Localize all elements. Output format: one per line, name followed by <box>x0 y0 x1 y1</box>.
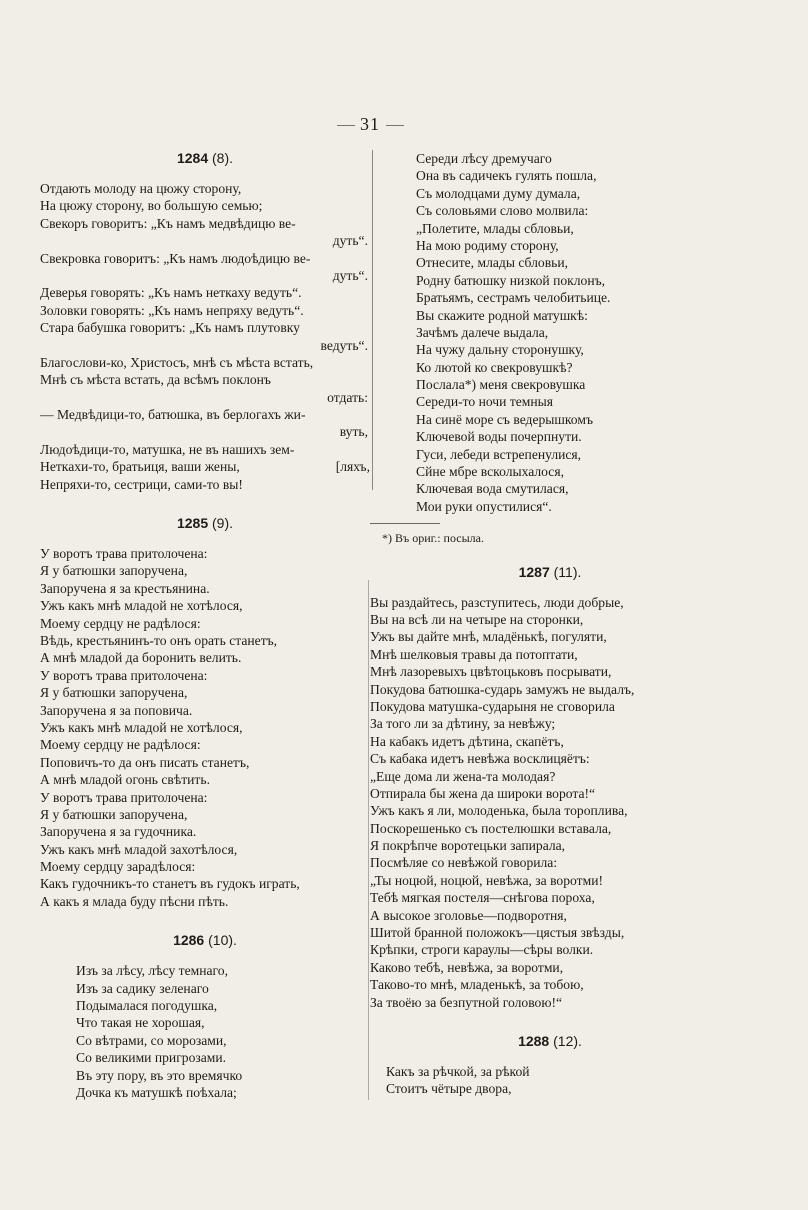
verse-line: Свекровка говоритъ: „Къ намъ людоѣдицю ве- <box>40 250 311 266</box>
verse-line: Изъ за лѣсу, лѣсу темнаго, <box>76 963 228 979</box>
right-column <box>370 150 730 1120</box>
verse-line: Ужъ какъ мнѣ младой захотѣлося, <box>40 841 238 857</box>
verse-line: Ключевой воды почерпнути. <box>416 429 582 445</box>
verse-line: У воротъ трава притолочена: <box>40 546 208 562</box>
song-1286 <box>40 932 370 1101</box>
verse-line: Середи лѣсу дремучаго <box>416 151 552 166</box>
verse-line: Крѣпки, строги караулы—сѣры волки. <box>370 942 594 958</box>
verse-line: Я покрѣпче воротецьки запирала, <box>370 838 566 854</box>
verse-line: Посмѣляе со невѣжой говорила: <box>370 855 558 871</box>
verse-line: Съ молодцами думу думала, <box>416 185 581 201</box>
verse-line: дуть“. <box>332 267 368 283</box>
verse-line: Покудова матушка-сударыня не сговорила <box>370 698 615 714</box>
verse-line: На кабакъ идетъ дѣтина, скапётъ, <box>370 733 564 749</box>
verse-line: Тебѣ мягкая постеля—снѣгова пороха, <box>370 890 595 906</box>
song-subnumber: (11). <box>553 563 582 580</box>
page-number-rule-left <box>337 125 355 126</box>
verse-line: Гуси, лебеди встрепенулися, <box>416 446 582 462</box>
verse-line: Дочка къ матушкѣ поѣхала; <box>76 1084 237 1100</box>
song-1285 <box>40 515 370 910</box>
verse-line: Отнесите, млады сбловьи, <box>416 255 569 271</box>
song-heading <box>40 515 370 533</box>
verse-line: Стара бабушка говоритъ: „Къ намъ плутовку <box>40 320 300 336</box>
verse-line: На чужу дальну сторонушку, <box>416 342 584 358</box>
verse-line: Ключевая вода смутилася, <box>416 481 569 497</box>
footnote-rule <box>370 523 440 524</box>
song-subnumber: (10). <box>208 932 237 949</box>
verse-line: А мнѣ младой огонь свѣтить. <box>40 772 210 788</box>
verse-line: Какъ гудочникъ-то станетъ въ гудокъ играть, <box>40 876 300 892</box>
verse-line: А какъ я млада буду пѣсни пѣть. <box>40 893 229 909</box>
verse-line: Середи-то ночи темныя <box>416 394 554 410</box>
song-number: 1286 <box>173 932 205 949</box>
song-heading <box>370 564 730 582</box>
verse-line: На цюжу сторону, во большую семью; <box>40 198 263 214</box>
song-number: 1285 <box>176 515 209 532</box>
verse-line: Ужъ какъ я ли, молоденька, была тороплива, <box>370 803 628 819</box>
verse-line: Въ эту пору, въ это времячко <box>76 1067 243 1083</box>
verse-line: Мнѣ шелковыя травы да потоптати, <box>370 646 578 662</box>
verse-line: Ко лютой ко свекровушкѣ? <box>416 359 573 375</box>
verse-line: дуть“. <box>332 233 368 249</box>
song-number: 1288 <box>518 1032 550 1049</box>
verse-line: Ужъ какъ мнѣ младой не хотѣлося, <box>40 598 243 614</box>
verse-line: Что такая не хорошая, <box>76 1015 205 1031</box>
verse-line: Отдають молоду на цюжу сторону, <box>40 181 242 196</box>
verse-line: Запоручена я за гудочника. <box>40 824 197 840</box>
verse-line: За твоёю за безпутной головою!“ <box>370 994 563 1010</box>
verse-line: Золовки говорять: „Къ намъ непряху ведуть“. <box>40 302 304 318</box>
verse-line: Ужъ вы дайте мнѣ, младёнькѣ, погуляти, <box>370 629 607 645</box>
verse-line: Деверья говорять: „Къ намъ неткаху ведуть“. <box>40 285 302 301</box>
verse-line: Я у батюшки запоручена, <box>40 563 188 579</box>
verse-line: Вы на всѣ ли на четыре на сторонки, <box>370 612 584 627</box>
left-column <box>40 150 370 1123</box>
verse-line: Благослови-ко, Христосъ, мнѣ съ мѣста встать, <box>40 354 314 370</box>
verse-line: Моему сердцу не радѣлося: <box>40 615 201 631</box>
song-heading <box>370 1033 730 1051</box>
verse-line-main: Неткахи-то, братьиця, ваши жены, <box>40 459 240 475</box>
verse-line: Каково тебѣ, невѣжа, за воротми, <box>370 959 564 975</box>
song-1287 <box>370 564 730 1011</box>
song-subnumber: (12). <box>553 1032 582 1049</box>
verse-line: вуть, <box>339 424 368 440</box>
verse-line: Вы раздайтесь, разступитесь, люди добрые, <box>370 594 624 610</box>
song-heading <box>40 150 370 168</box>
verse-line: Съ кабака идетъ невѣжа восклицяётъ: <box>370 751 590 767</box>
verse-line: Стоитъ чётыре двора, <box>386 1081 512 1097</box>
song-1284 <box>40 150 370 493</box>
verse-line: Съ соловьями слово молвила: <box>416 203 589 219</box>
verse-line: Братьямъ, сестрамъ челобитьице. <box>416 290 611 306</box>
verse-line: Она въ садичекъ гулять пошла, <box>416 168 597 184</box>
verse-line: „Полетите, млады сбловьи, <box>416 220 574 236</box>
verse-line-overflow: [ляхъ, <box>335 459 370 475</box>
song-heading <box>40 932 370 950</box>
verse-line: А мнѣ младой да боронить велить. <box>40 650 242 666</box>
verse-line: отдать: <box>327 389 368 405</box>
verse-line: Покудова батюшка-сударь замужъ не выдалъ, <box>370 681 635 697</box>
verse-line: Сйне мбре всколыхалося, <box>416 464 564 480</box>
verse-line: Отпирала бы жена да широки ворота!“ <box>370 785 596 801</box>
verse-line: Людоѣдици-то, матушка, не въ нашихъ зем- <box>40 441 295 457</box>
page-number-rule-right <box>386 125 404 126</box>
verse-line: У воротъ трава притолочена: <box>40 667 208 683</box>
song-subnumber: (9). <box>212 515 234 532</box>
footnote: *) Въ ориг.: посыла. <box>382 531 484 546</box>
verse-line: За того ли за дѣтину, за невѣжу; <box>370 716 556 732</box>
verse-line: Свекоръ говоритъ: „Къ намъ медвѣдицю ве- <box>40 215 296 231</box>
page-number-text: 31 <box>360 114 380 134</box>
verse-line: Вѣдь, крестьянинъ-то онъ орать станетъ, <box>40 632 278 648</box>
verse-line: ведуть“. <box>320 337 368 353</box>
page-number <box>330 114 410 135</box>
verse-line: Какъ за рѣчкой, за рѣкой <box>386 1063 530 1079</box>
verse-line: Послала*) меня свекровушка <box>416 377 586 393</box>
verse-line: Поповичъ-то да онъ писать станетъ, <box>40 754 250 770</box>
song-number: 1287 <box>518 563 550 580</box>
verse-line: На мою родиму сторону, <box>416 237 559 253</box>
verse-line: Моему сердцу не радѣлося: <box>40 737 201 753</box>
verse-line: Вы скажите родной матушкѣ: <box>416 307 588 323</box>
verse-line: Изъ за садику зеленаго <box>76 980 209 996</box>
verse-line: Зачѣмъ далече выдала, <box>416 324 549 340</box>
song-1288 <box>370 1033 730 1098</box>
verse-line: Моему сердцу зарадѣлося: <box>40 859 196 875</box>
verse-line: На синё море съ ведерышкомъ <box>416 411 593 427</box>
song-subnumber: (8). <box>212 150 234 166</box>
song-number: 1284 <box>176 150 209 166</box>
verse-line: Непряхи-то, сестрици, сами-то вы! <box>40 476 243 492</box>
verse-line: Ужъ какъ мнѣ младой не хотѣлося, <box>40 719 243 735</box>
verse-line: Таково-то мнѣ, младенькѣ, за тобою, <box>370 977 584 993</box>
verse-line: Шитой бранной положокъ—цястыя звѣзды, <box>370 925 625 941</box>
verse-line: Мои руки опустилися“. <box>416 498 552 514</box>
verse-line: „Еще дома ли жена-та молодая? <box>370 768 556 784</box>
verse-line: У воротъ трава притолочена: <box>40 789 208 805</box>
verse-line: Мнѣ лазоревыхъ цвѣтоцьковъ посрывати, <box>370 664 612 680</box>
song-1286-continued <box>370 150 730 515</box>
verse-line: А высокое зголовье—подворотня, <box>370 907 567 923</box>
verse-line: Я у батюшки запоручена, <box>40 685 188 701</box>
verse-line: Мнѣ съ мѣста встать, да всѣмъ поклонъ <box>40 372 271 388</box>
verse-line: Подымалася погодушка, <box>76 998 218 1014</box>
verse-line: Со великими пригрозами. <box>76 1050 227 1066</box>
verse-line: Я у батюшки запоручена, <box>40 806 188 822</box>
verse-line: „Ты ноцюй, ноцюй, невѣжа, за воротми! <box>370 872 603 888</box>
verse-line: Родну батюшку низкой поклонъ, <box>416 272 606 288</box>
verse-line <box>40 458 370 475</box>
verse-line: — Медвѣдици-то, батюшка, въ берлогахъ жи- <box>40 407 306 423</box>
verse-line: Запоручена я за поповича. <box>40 702 193 718</box>
verse-line: Запоручена я за крестьянина. <box>40 580 210 596</box>
verse-line: Со вѣтрами, со морозами, <box>76 1032 227 1048</box>
verse-line: Поскорешенько съ постелюшки вставала, <box>370 820 612 836</box>
